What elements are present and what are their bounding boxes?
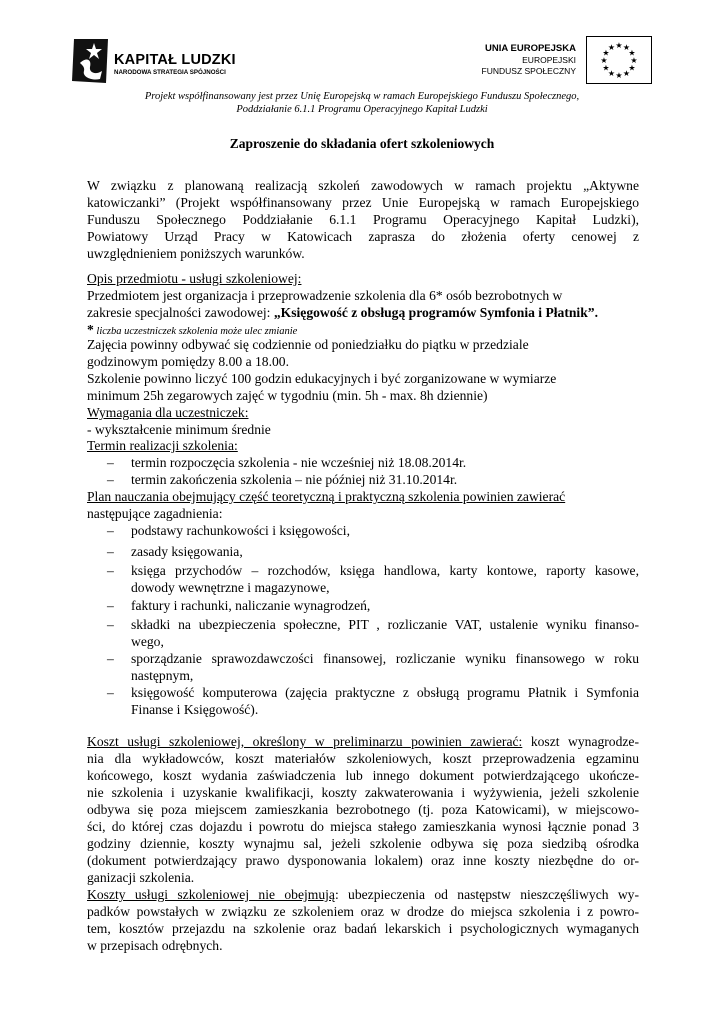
eu-star-icon: ★: [615, 71, 623, 80]
intro-line: uwzględnieniem poniższych warunków.: [87, 246, 305, 261]
list-dash: –: [107, 617, 114, 632]
eu-line1: UNIA EUROPEJSKA: [485, 43, 576, 54]
cost-included-line: godziny dziennie, koszty wynajmu sal, jeżeli szkolenie odbywa się poza siedzibą ośrodka: [87, 836, 639, 851]
cost-excluded-line: padków powstałych w związku ze szkoleniem oraz w drodze do miejsca szkolenia i z powro-: [87, 904, 639, 919]
subject-line: Zajęcia powinny odbywać się codziennie od poniedziałku do piątku w przedziale: [87, 337, 529, 352]
plan-heading: Plan nauczania obejmujący część teoretyczną i praktyczną szkolenia powinien zawierać: [87, 489, 566, 504]
eu-star-icon: ★: [602, 63, 610, 73]
intro-line: Powiatowy Urząd Pracy w Katowicach zaprasza do złożenia oferty cenowej z: [87, 229, 639, 244]
cost-included-heading: Koszt usługi szkoleniowej, określony w preliminarzu powinien zawierać:: [87, 734, 523, 749]
subject-line-specialty: [87, 304, 598, 321]
eu-star-icon: ★: [628, 48, 636, 58]
cost-included-line: końcowego, koszt wydania zaświadczenia lub innego dokument potwierdzającego ukończe-: [87, 768, 639, 783]
cofunding-line1: Projekt współfinansowany jest przez Unię Europejską w ramach Europejskiego Funduszu Społecznego,: [144, 91, 580, 102]
cost-included-first-line: [87, 733, 639, 750]
list-dash: –: [107, 563, 114, 578]
document-title: Zaproszenie do składania ofert szkoleniowych: [229, 136, 495, 151]
requirements-item: - wykształcenie minimum średnie: [87, 422, 271, 437]
subject-line: godzinowym pomiędzy 8.00 a 18.00.: [87, 354, 289, 369]
requirements-heading: Wymagania dla uczestniczek:: [87, 405, 249, 420]
eu-star-icon: ★: [630, 56, 638, 65]
eu-line3: FUNDUSZ SPOŁECZNY: [481, 66, 576, 76]
note-text: liczba uczestniczek szkolenia może ulec zmianie: [93, 326, 298, 337]
cofunding-line2: Poddziałanie 6.1.1 Programu Operacyjnego Kapitał Ludzki: [236, 104, 488, 115]
cost-excluded-line: w przepisach odrębnych.: [87, 938, 223, 953]
list-dash: –: [107, 472, 114, 487]
eu-logo: [480, 36, 660, 88]
plan-item: księga przychodów – rozchodów, księga handlowa, karty kontowe, raporty kasowe,: [131, 563, 639, 578]
cost-included-first-rest: koszt wynagrodze-: [522, 734, 639, 749]
cost-excluded-first-rest: : ubezpieczenia od następstw nieszczęśliwych wy-: [334, 887, 639, 902]
list-dash: –: [107, 598, 114, 613]
eu-text: [482, 42, 576, 77]
plan-item: faktury i rachunki, naliczanie wynagrodzeń,: [131, 598, 371, 613]
intro-line: Funduszu Społecznego Poddziałanie 6.1.1 Programu Operacyjnego Kapitał Ludzki),: [87, 212, 639, 227]
schedule-item: termin zakończenia szkolenia – nie później niż 31.10.2014r.: [131, 472, 458, 487]
specialty-prefix: zakresie specjalności zawodowej:: [87, 305, 274, 320]
plan-item-cont: następnym,: [131, 668, 194, 683]
cost-included-line: (dokument potwierdzający prawo dysponowania lokalem) oraz inne koszty niezbędne do or-: [87, 853, 639, 868]
cost-excluded-heading: Koszty usługi szkoleniowej nie obejmują: [87, 887, 335, 902]
list-dash: –: [107, 685, 114, 700]
cost-excluded-first-line: [87, 886, 639, 903]
eu-star-icon: ★: [622, 69, 631, 78]
eu-flag-icon: [586, 36, 652, 84]
eu-star-icon: ★: [622, 43, 631, 52]
list-dash: –: [107, 651, 114, 666]
plan-item: sporządzanie sprawozdawczości finansowej, rozliczanie wyniku finansowego w roku: [131, 651, 639, 666]
intro-line: W związku z planowaną realizacją szkoleń zawodowych w ramach projektu „Aktywne: [87, 178, 639, 193]
plan-heading-cont: następujące zagadnienia:: [87, 506, 223, 521]
plan-item-cont: Finanse i Księgowość).: [131, 702, 259, 717]
cost-included-line: nia dla wykładowców, koszt materiałów szkoleniowych, koszt przeprowadzenia egzaminu: [87, 751, 639, 766]
eu-star-icon: ★: [628, 63, 636, 73]
cost-excluded-line: tem, kosztów przejazdu na szkolenie oraz badań lekarskich i psychologicznych wymaganych: [87, 921, 639, 936]
intro-line: katowiczanki” (Projekt współfinansowany przez Unie Europejską w ramach Europejskiego: [87, 195, 639, 210]
plan-item-cont: dowody wewnętrzne i magazynowe,: [131, 580, 330, 595]
note-star: *: [87, 322, 94, 337]
kapital-ludzki-logo: [72, 37, 252, 85]
kapital-ludzki-title: KAPITAŁ LUDZKI: [114, 52, 236, 68]
list-dash: –: [107, 523, 114, 538]
subject-line: Przedmiotem jest organizacja i przeprowadzenie szkolenia dla 6* osób bezrobotnych w: [87, 288, 563, 303]
eu-star-icon: ★: [602, 48, 610, 58]
cost-included-line: ganizacji szkolenia.: [87, 870, 195, 885]
schedule-heading: Termin realizacji szkolenia:: [87, 438, 238, 453]
cost-included-line: nie szkolenia i uzyskanie kwalifikacji, koszty zakwaterowania i wyżywienia, jeżeli szkolenie: [87, 785, 639, 800]
cost-included-line: odbywa się poza miejscem zamieszkania bezrobotnego (tj. poza Katowicami), w miejscowo-: [87, 802, 639, 817]
eu-star-icon: ★: [600, 56, 608, 65]
list-dash: –: [107, 544, 114, 559]
cost-included-line: ści, do której czas dojazdu i powrotu do miejsca stałego zamieszkania wynosi łącznie ponad 3: [87, 819, 639, 834]
schedule-item: termin rozpoczęcia szkolenia - nie wcześniej niż 18.08.2014r.: [131, 455, 467, 470]
plan-item: zasady księgowania,: [131, 544, 243, 559]
list-dash: –: [107, 455, 114, 470]
subject-heading: Opis przedmiotu - usługi szkoleniowej:: [87, 271, 302, 286]
kapital-ludzki-emblem-icon: [72, 37, 112, 85]
specialty-name: „Księgowość z obsługą programów Symfonia i Płatnik”.: [273, 305, 598, 320]
subject-line: minimum 25h zegarowych zajęć w tygodniu (min. 5h - max. 8h dziennie): [87, 388, 488, 403]
eu-line2: EUROPEJSKI: [522, 55, 576, 65]
eu-star-icon: ★: [607, 43, 616, 52]
subject-line: Szkolenie powinno liczyć 100 godzin edukacyjnych i być zorganizowane w wymiarze: [87, 371, 557, 386]
plan-item-cont: wego,: [131, 634, 164, 649]
plan-item: księgowość komputerowa (zajęcia praktyczne z obsługą programu Płatnik i Symfonia: [131, 685, 639, 700]
eu-star-icon: ★: [615, 41, 623, 50]
plan-item: składki na ubezpieczenia społeczne, PIT , rozliczanie VAT, ustalenie wyniku finanso-: [131, 617, 639, 632]
kapital-ludzki-subtitle: NARODOWA STRATEGIA SPÓJNOŚCI: [114, 69, 226, 76]
plan-item: podstawy rachunkowości i księgowości,: [131, 523, 350, 538]
eu-star-icon: ★: [607, 69, 616, 78]
